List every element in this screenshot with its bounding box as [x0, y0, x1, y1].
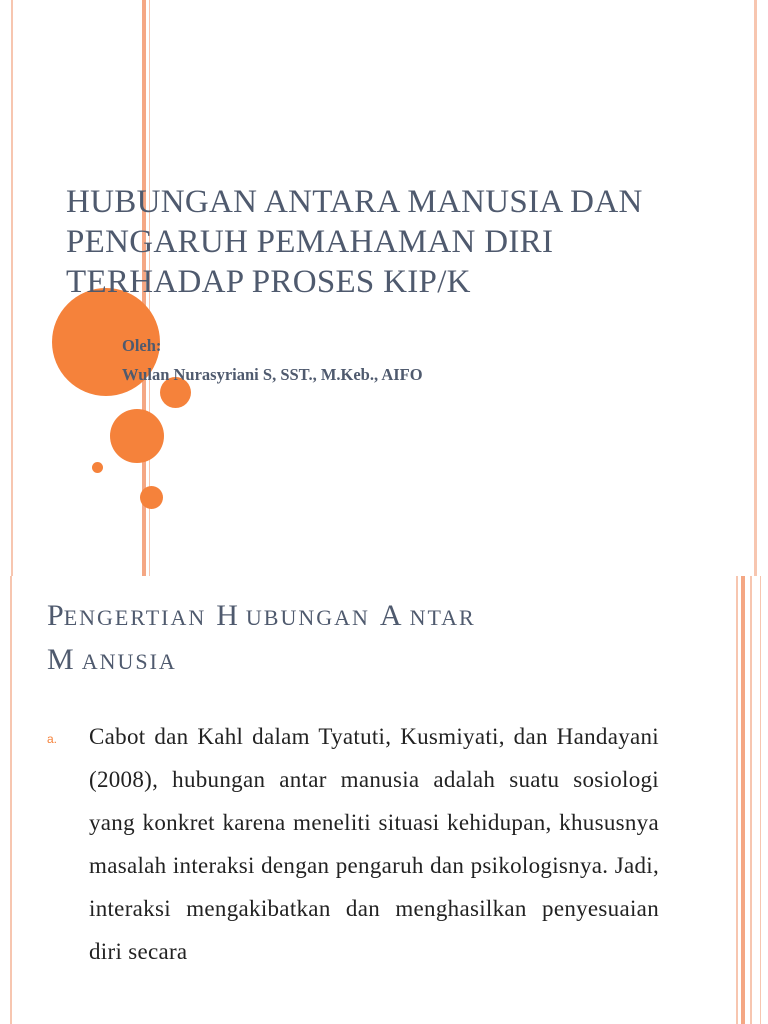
slide-title	[47, 595, 727, 683]
decor-line	[736, 576, 738, 1024]
bullet-text: Cabot dan Kahl dalam Tyatuti, Kusmiyati, dan Handayani (2008), hubungan antar manusia adalah suatu sosiologi yang konkret karena meneliti situasi kehidupan, khususnya masalah interaksi dengan pengaruh dan psikologisnya. Jadi, interaksi mengakibatkan dan menghasilkan penyesuaian diri secara	[89, 724, 659, 964]
bullet-marker: a.	[47, 732, 58, 746]
title-word: HUBUNGAN	[216, 599, 370, 632]
decor-line	[741, 576, 745, 1024]
title-word: ANTAR	[379, 599, 476, 632]
byline	[122, 331, 722, 389]
slide-title	[66, 182, 736, 302]
content-slide	[0, 576, 768, 1024]
decor-circle	[140, 486, 163, 509]
title-word: PENGERTIAN	[47, 599, 207, 632]
title-word: MANUSIA	[47, 643, 177, 676]
title-line: HUBUNGAN ANTARA MANUSIA DAN	[66, 184, 643, 220]
decor-circle	[92, 462, 103, 473]
decor-line	[754, 0, 757, 576]
title-line: PENGARUH PEMAHAMAN DIRI	[66, 224, 554, 260]
byline-label: Oleh:	[122, 336, 162, 355]
decor-line	[11, 0, 13, 576]
decor-circle	[110, 409, 164, 463]
decor-line	[760, 576, 761, 1024]
list-item	[47, 715, 659, 973]
title-line: TERHADAP PROSES KIP/K	[66, 264, 471, 300]
author-name: Wulan Nurasyriani S, SST., M.Keb., AIFO	[122, 365, 423, 384]
decor-line	[10, 576, 12, 1024]
decor-line	[750, 576, 752, 1024]
